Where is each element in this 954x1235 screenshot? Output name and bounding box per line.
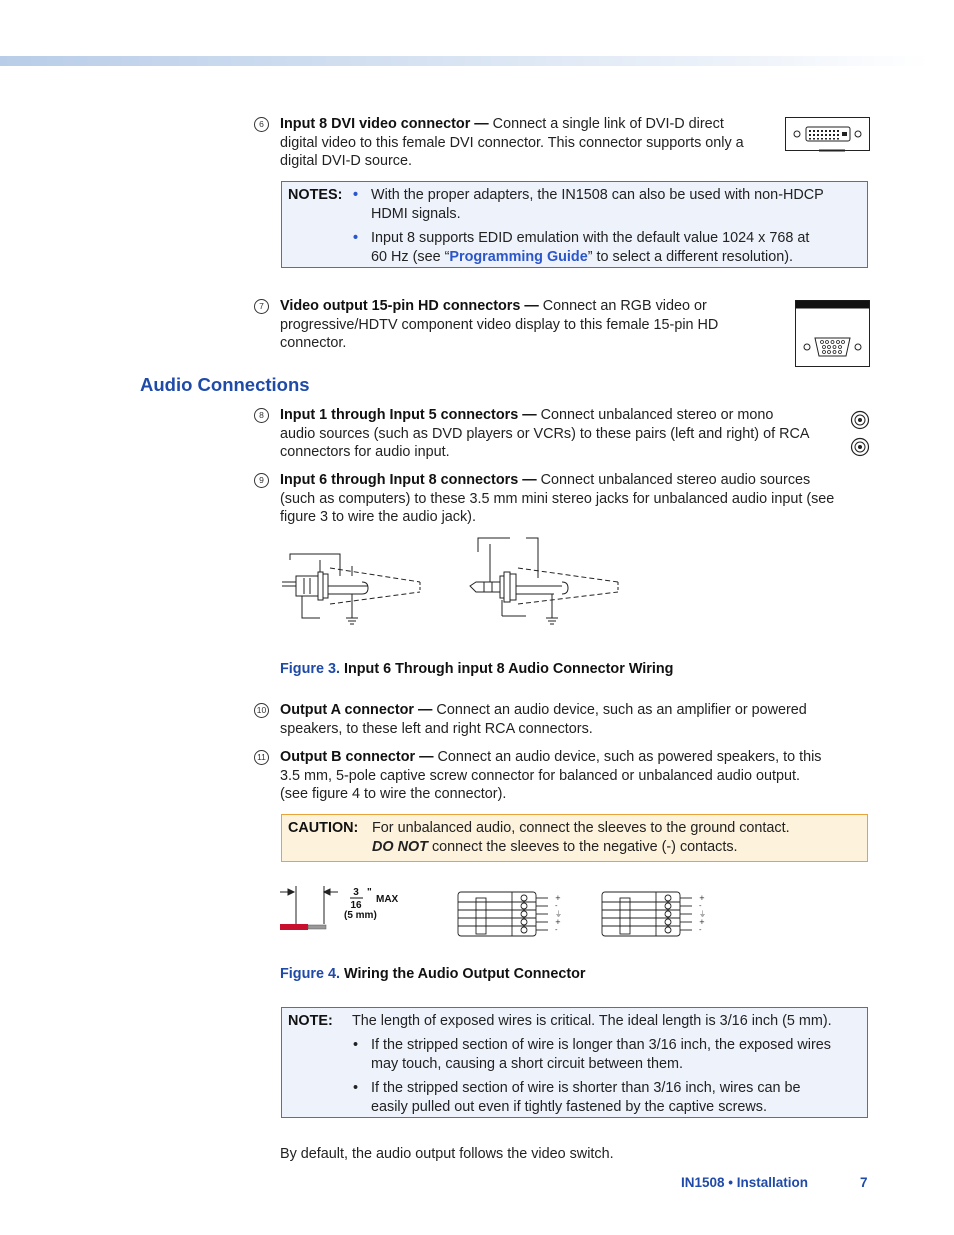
notes-box: NOTES: • With the proper adapters, the IN1508 can also be used with non-HDCP HDMI signals. • Input 8 supports EDID emulation with the default value 1024 x 768 at 60 Hz (see “Programming Guide” to select a different resolution). [281,181,868,268]
page-number: 7 [860,1175,868,1190]
item-7-title: Video output 15-pin HD connectors — [280,298,539,314]
caution-label: CAUTION: [288,820,359,836]
item-8-text: Input 1 through Input 5 connectors — Connect unbalanced stereo or mono audio sources (such as DVD players or VCRs) to these pairs (left and right) of RCA connectors for audio input. [280,407,810,460]
note-box: NOTE: The length of exposed wires is critical. The ideal length is 3/16 inch (5 mm). • If the stripped section of wire is longer than 3/16 inch, the exposed wires may touch, causing a short circuit between them. • If the stripped section of wire is shorter than 3/16 inch, wires can be easily pulled out even if tightly fastened by the captive screws. [281,1007,868,1118]
item-6-text: Input 8 DVI video connector — Connect a single link of DVI-D direct digital video to this female DVI connector. This connector supports only a digital DVI-D source. [280,116,744,169]
dim-max: MAX [376,894,399,905]
dim-numerator: 3 [353,887,359,898]
figure-3-caption: Figure 3. Input 6 Through input 8 Audio Connector Wiring [280,661,674,677]
svg-text:-: - [555,926,558,934]
dvi-connector-icon [785,117,871,153]
svg-text:+: + [555,918,561,926]
mini-stereo-plug-icon [466,538,626,630]
item-9-text: Input 6 through Input 8 connectors — Connect unbalanced stereo audio sources (such as computers) to these 3.5 mm mini stereo jacks for unbalanced audio input (see figure 3 to wire the audio jack). [280,472,835,525]
item-number-7: 7 [254,299,269,314]
item-number-10: 10 [254,703,269,718]
vga-connector-icon [795,300,871,368]
item-9-title: Input 6 through Input 8 connectors — [280,472,537,488]
item-10-text: Output A connector — Connect an audio device, such as an amplifier or powered speakers, to these left and right RCA connectors. [280,702,807,737]
note-text: The length of exposed wires is critical. The ideal length is 3/16 inch (5 mm). [352,1013,832,1029]
mini-stereo-plug-icon [280,538,430,630]
svg-text:⏚: ⏚ [699,910,706,918]
item-number-6: 6 [254,117,269,132]
svg-text:+: + [555,894,561,902]
item-6-title: Input 8 DVI video connector — [280,116,489,132]
svg-text:+: + [699,918,705,926]
header-gradient-bar [0,56,930,66]
svg-text:-: - [699,926,702,934]
svg-text:+: + [699,894,705,902]
notes-label: NOTES: [288,187,343,203]
programming-guide-link[interactable]: Programming Guide [449,248,588,265]
captive-screw-connector-icon [600,888,710,940]
dim-unit: " [367,887,372,898]
closing-text: By default, the audio output follows the video switch. [280,1146,614,1162]
svg-text:⏚: ⏚ [555,910,562,918]
rca-jack-icon [850,410,870,458]
item-number-9: 9 [254,473,269,488]
item-number-8: 8 [254,408,269,423]
section-heading-audio-connections: Audio Connections [140,374,310,395]
captive-screw-connector-icon [456,888,566,940]
item-11-title: Output B connector — [280,749,434,765]
svg-text:-: - [555,902,558,910]
item-7-text: Video output 15-pin HD connectors — Connect an RGB video or progressive/HDTV component video display to this female 15-pin HD connector. [280,298,719,351]
dim-denominator: 16 [350,900,362,911]
dim-mm: (5 mm) [344,910,377,921]
figure-4-caption: Figure 4. Wiring the Audio Output Connector [280,966,586,982]
item-number-11: 11 [254,750,269,765]
caution-text: For unbalanced audio, connect the sleeves to the ground contact. DO NOT connect the sleeves to the negative (-) contacts. [372,820,790,855]
footer-title: IN1508 • Installation [681,1175,809,1190]
caution-box [281,814,868,862]
wire-strip-length-diagram [280,884,410,934]
item-11-text: Output B connector — Connect an audio device, such as powered speakers, to this 3.5 mm, 5-pole captive screw connector for balanced or unbalanced audio output. (see figure 4 to wire the connector). [280,749,822,802]
item-10-title: Output A connector — [280,702,433,718]
item-8-title: Input 1 through Input 5 connectors — [280,407,537,423]
svg-text:-: - [699,902,702,910]
note-label: NOTE: [288,1013,333,1029]
